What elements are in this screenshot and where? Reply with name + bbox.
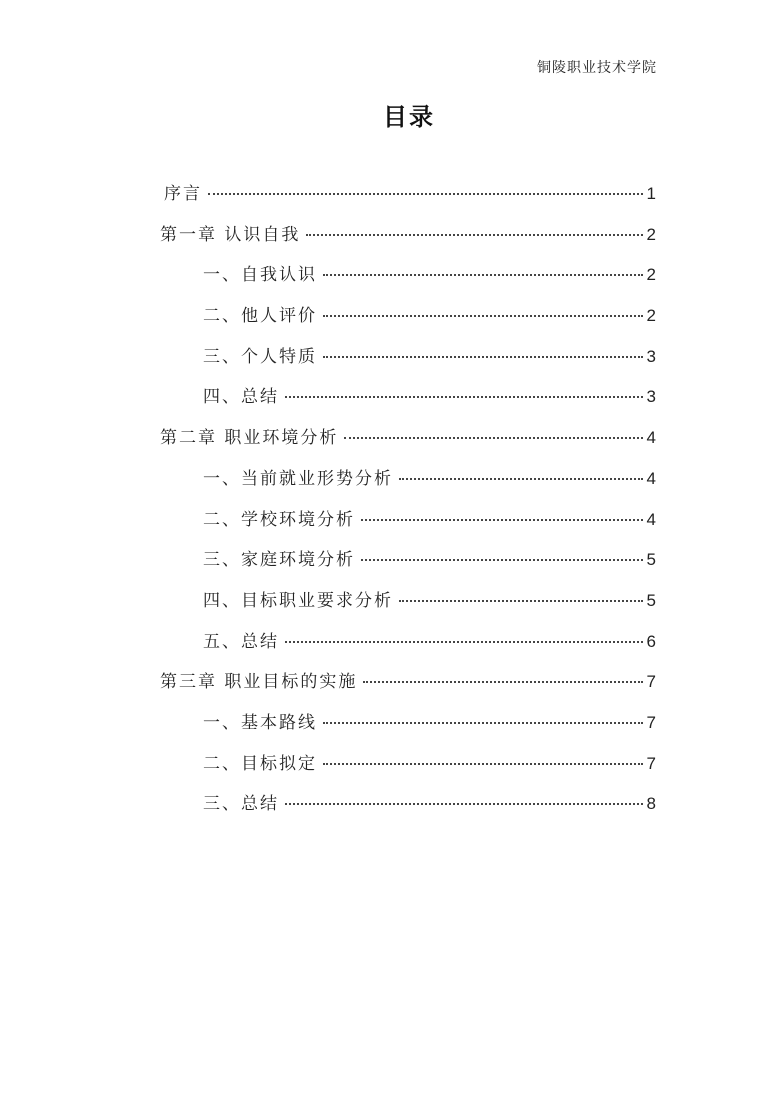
toc-entry-label: 三、家庭环境分析	[203, 550, 355, 571]
toc-entry-page: 1	[646, 184, 656, 203]
toc-entry-page: 4	[646, 468, 656, 488]
toc-entry-label: 序言	[164, 184, 202, 204]
toc-entry-label: 五、总结	[203, 631, 279, 652]
toc-dot-leader	[323, 356, 643, 358]
toc-entry-label: 四、目标职业要求分析	[203, 590, 393, 611]
toc-dot-leader	[208, 193, 643, 195]
toc-entry[interactable]	[160, 540, 656, 581]
toc-entry-page: 7	[646, 672, 656, 692]
toc-entry-label: 三、个人特质	[203, 346, 317, 367]
toc-entry-label: 第二章 职业环境分析	[160, 428, 339, 449]
toc-entry[interactable]	[160, 744, 656, 785]
toc-entry-label: 一、自我认识	[203, 265, 317, 286]
toc-entry-label: 第三章 职业目标的实施	[160, 672, 358, 693]
toc-dot-leader	[285, 396, 643, 398]
toc-entry[interactable]	[160, 459, 656, 500]
toc-dot-leader	[285, 803, 643, 805]
toc-entry-label: 二、目标拟定	[203, 753, 317, 774]
toc-dot-leader	[323, 274, 643, 276]
toc-entry-label: 一、当前就业形势分析	[203, 468, 393, 489]
page-title: 目录	[383, 103, 435, 131]
toc-entry-page: 2	[646, 224, 656, 244]
toc-entry-label: 第一章 认识自我	[160, 224, 301, 245]
toc-dot-leader	[285, 641, 643, 643]
toc-dot-leader	[361, 559, 643, 561]
toc-dot-leader	[363, 681, 642, 683]
toc-dot-leader	[306, 234, 642, 236]
toc-entry[interactable]	[160, 296, 656, 337]
toc-entry[interactable]	[160, 662, 656, 703]
toc-dot-leader	[323, 315, 643, 317]
toc-entry-label: 三、总结	[203, 794, 279, 815]
running-header-institution: 铜陵职业技术学院	[537, 60, 657, 76]
toc-dot-leader	[399, 600, 643, 602]
toc-entry-page: 3	[646, 346, 656, 366]
toc-entry[interactable]	[160, 215, 656, 256]
toc-entry[interactable]	[160, 174, 656, 215]
toc-dot-leader	[323, 722, 643, 724]
toc-entry-page: 7	[646, 753, 656, 773]
toc-entry-page: 4	[646, 428, 656, 448]
toc-entry[interactable]	[160, 377, 656, 418]
toc-entry-label: 二、他人评价	[203, 306, 317, 327]
toc-dot-leader	[344, 437, 642, 439]
toc-entry-page: 2	[646, 265, 656, 285]
toc-entry-page: 4	[646, 509, 656, 529]
toc-dot-leader	[361, 519, 643, 521]
toc-entry[interactable]	[160, 255, 656, 296]
toc-dot-leader	[323, 763, 643, 765]
toc-entry-page: 3	[646, 387, 656, 407]
toc-entry[interactable]	[160, 500, 656, 541]
toc-entry-page: 5	[646, 590, 656, 610]
toc-entry[interactable]	[160, 703, 656, 744]
toc-entry[interactable]	[160, 784, 656, 825]
toc-entry-page: 5	[646, 550, 656, 570]
toc-entry-label: 二、学校环境分析	[203, 509, 355, 530]
toc-entry-page: 8	[646, 794, 656, 814]
toc-entry-label: 一、基本路线	[203, 712, 317, 733]
toc-dot-leader	[399, 478, 643, 480]
table-of-contents	[160, 174, 656, 825]
toc-entry[interactable]	[160, 418, 656, 459]
toc-entry-label: 四、总结	[203, 387, 279, 408]
toc-entry[interactable]	[160, 581, 656, 622]
toc-entry-page: 6	[646, 631, 656, 651]
toc-entry-page: 2	[646, 306, 656, 326]
toc-entry-page: 7	[646, 712, 656, 732]
toc-entry[interactable]	[160, 622, 656, 663]
toc-entry[interactable]	[160, 337, 656, 378]
